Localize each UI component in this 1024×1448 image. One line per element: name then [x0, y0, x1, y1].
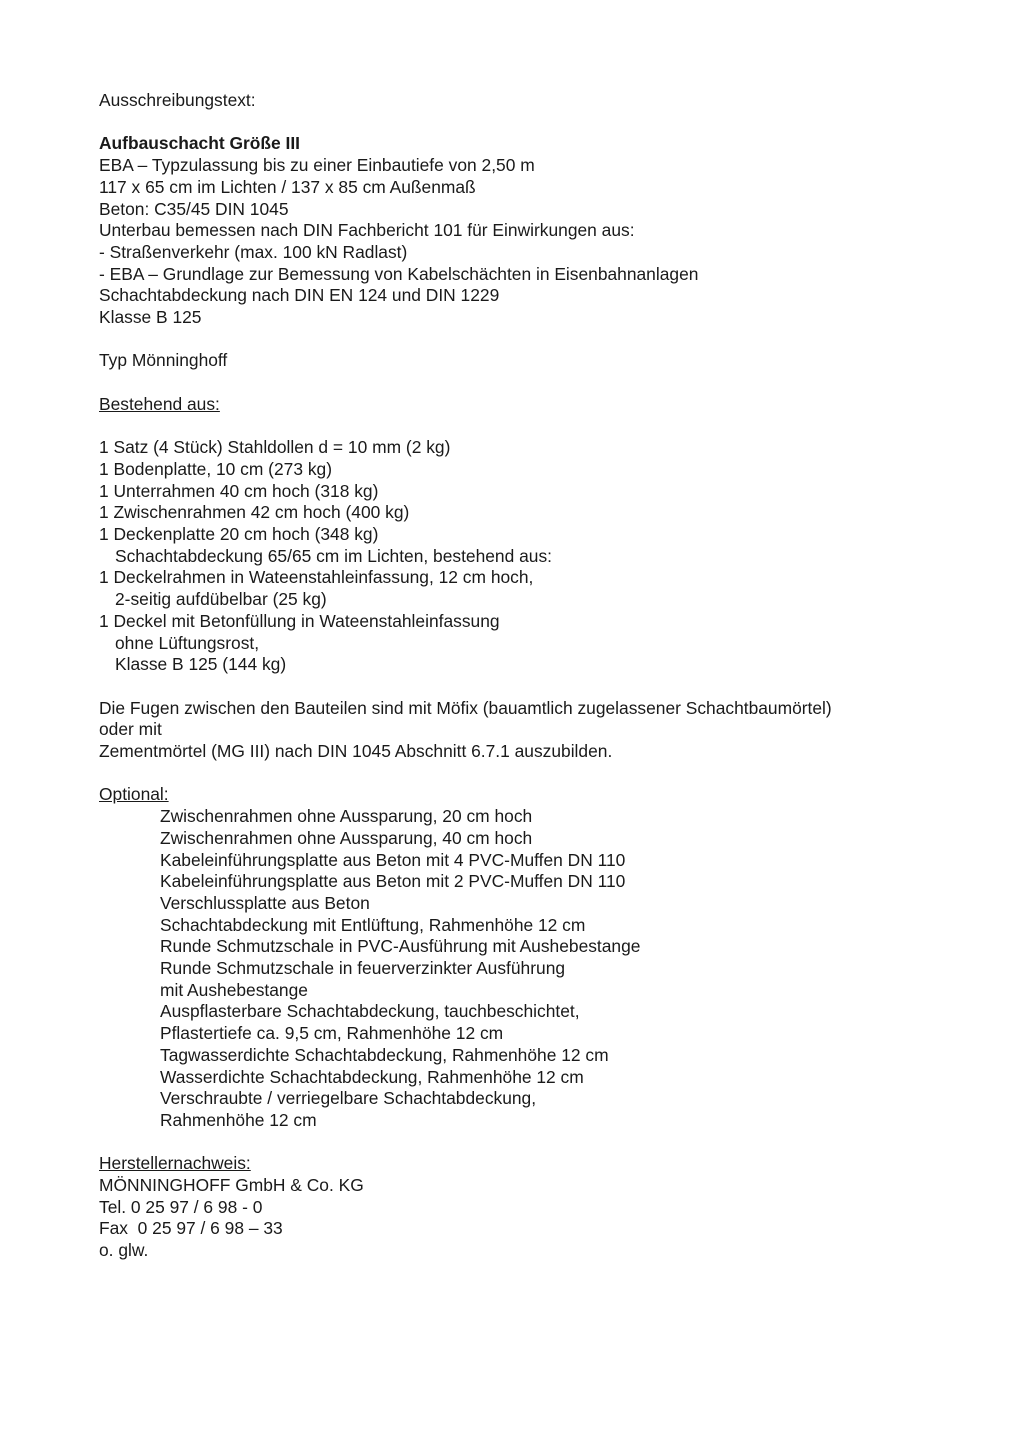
spacer: [99, 112, 979, 134]
component-line: 1 Deckel mit Betonfüllung in Wateenstahleinfassung: [99, 610, 500, 631]
optional-item: Verschraubte / verriegelbare Schachtabdeckung,: [160, 1088, 537, 1109]
fugen-line: Zementmörtel (MG III) nach DIN 1045 Abschnitt 6.7.1 auszubilden.: [99, 741, 613, 762]
component-line: 1 Bodenplatte, 10 cm (273 kg): [99, 458, 332, 479]
document-page: [99, 90, 979, 1262]
fugen-paragraph: [99, 698, 979, 763]
fugen-line: oder mit: [99, 719, 162, 740]
optional-item: Tagwasserdichte Schachtabdeckung, Rahmenhöhe 12 cm: [160, 1044, 609, 1065]
hersteller-line: Fax 0 25 97 / 6 98 – 33: [99, 1218, 283, 1239]
component-line: 1 Deckenplatte 20 cm hoch (348 kg): [99, 524, 379, 544]
optional-item: Rahmenhöhe 12 cm: [160, 1109, 317, 1130]
document-label: Ausschreibungstext:: [99, 90, 256, 110]
spec-line: - Straßenverkehr (max. 100 kN Radlast): [99, 241, 408, 262]
component-line: 1 Unterrahmen 40 cm hoch (318 kg): [99, 480, 379, 501]
optional-item: Runde Schmutzschale in feuerverzinkter Ausführung: [160, 958, 566, 979]
spec-line: 117 x 65 cm im Lichten / 137 x 85 cm Außenmaß: [99, 176, 476, 197]
optional-list: [99, 806, 979, 1132]
hersteller-line: o. glw.: [99, 1240, 149, 1261]
optional-item: Zwischenrahmen ohne Aussparung, 40 cm hoch: [160, 827, 533, 848]
optional-item: Auspflasterbare Schachtabdeckung, tauchbeschichtet,: [160, 1001, 580, 1022]
spacer: [99, 416, 979, 438]
hersteller-heading: Herstellernachweis:: [99, 1153, 251, 1174]
optional-heading: Optional:: [99, 784, 169, 805]
spacer: [99, 676, 979, 698]
hersteller-line: Tel. 0 25 97 / 6 98 - 0: [99, 1196, 263, 1217]
spec-line: Beton: C35/45 DIN 1045: [99, 198, 289, 219]
optional-item: Wasserdichte Schachtabdeckung, Rahmenhöhe 12 cm: [160, 1066, 584, 1087]
spacer: [99, 1132, 979, 1154]
component-line: 1 Satz (4 Stück) Stahldollen d = 10 mm (2 kg): [99, 437, 451, 458]
component-line: 1 Zwischenrahmen 42 cm hoch (400 kg): [99, 502, 410, 523]
spec-line: - EBA – Grundlage zur Bemessung von Kabelschächten in Eisenbahnanlagen: [99, 263, 699, 284]
hersteller-block: [99, 1175, 979, 1262]
spec-line: Klasse B 125: [99, 307, 202, 328]
component-line: ohne Lüftungsrost,: [115, 632, 260, 653]
optional-item: Verschlussplatte aus Beton: [160, 892, 370, 913]
optional-item: Pflastertiefe ca. 9,5 cm, Rahmenhöhe 12 cm: [160, 1023, 504, 1044]
type-line: Typ Mönninghoff: [99, 350, 228, 371]
optional-item: Runde Schmutzschale in PVC-Ausführung mit Aushebestange: [160, 936, 641, 957]
optional-item: Zwischenrahmen ohne Aussparung, 20 cm hoch: [160, 806, 533, 827]
bestehend-heading: Bestehend aus:: [99, 393, 220, 414]
spacer: [99, 372, 979, 394]
spec-list: [99, 155, 979, 329]
component-line: 2-seitig aufdübelbar (25 kg): [115, 589, 327, 610]
spec-line: Unterbau bemessen nach DIN Fachbericht 101 für Einwirkungen aus:: [99, 220, 635, 241]
spec-line: Schachtabdeckung nach DIN EN 124 und DIN 1229: [99, 285, 500, 306]
spacer: [99, 329, 979, 351]
component-list: [99, 437, 979, 676]
optional-item: mit Aushebestange: [160, 979, 308, 1000]
optional-item: Kabeleinführungsplatte aus Beton mit 2 PVC-Muffen DN 110: [160, 871, 626, 892]
document-title: Aufbauschacht Größe III: [99, 133, 300, 154]
optional-item: Schachtabdeckung mit Entlüftung, Rahmenhöhe 12 cm: [160, 914, 586, 935]
fugen-line: Die Fugen zwischen den Bauteilen sind mit Möfix (bauamtlich zugelassener Schachtbaumörtel): [99, 697, 832, 718]
spacer: [99, 763, 979, 785]
component-line: Klasse B 125 (144 kg): [115, 654, 287, 675]
component-line: Schachtabdeckung 65/65 cm im Lichten, bestehend aus:: [115, 545, 552, 566]
spec-line: EBA – Typzulassung bis zu einer Einbautiefe von 2,50 m: [99, 155, 535, 176]
hersteller-line: MÖNNINGHOFF GmbH & Co. KG: [99, 1175, 364, 1196]
component-line: 1 Deckelrahmen in Wateenstahleinfassung, 12 cm hoch,: [99, 567, 534, 588]
optional-item: Kabeleinführungsplatte aus Beton mit 4 PVC-Muffen DN 110: [160, 849, 626, 870]
